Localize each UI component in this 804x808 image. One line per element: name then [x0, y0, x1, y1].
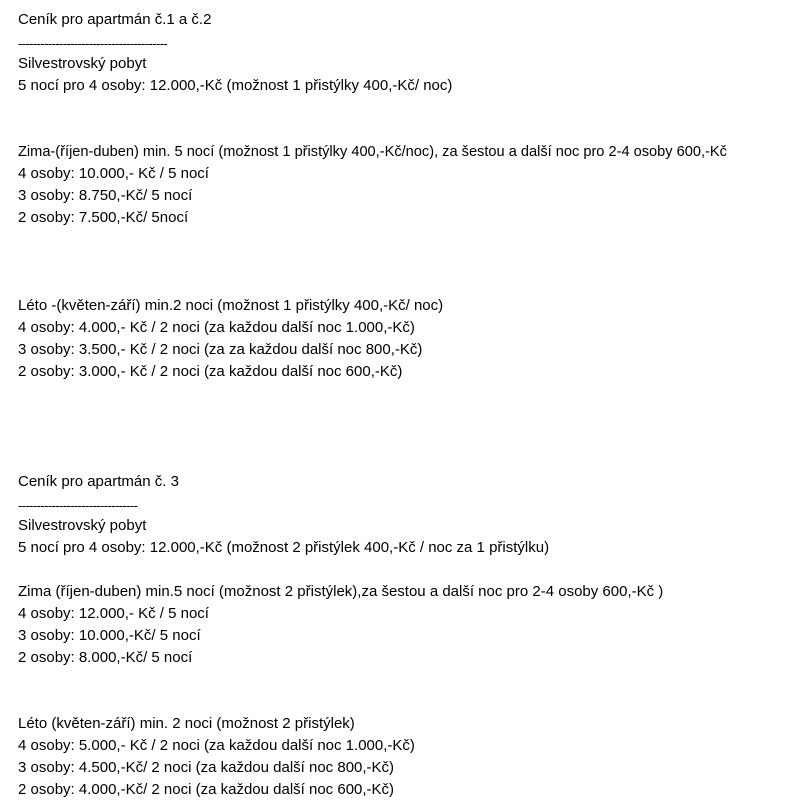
- section2-summer-row: 2 osoby: 4.000,-Kč/ 2 noci (za každou další noc 600,-Kč): [18, 781, 395, 798]
- section2-silvestr-heading: Silvestrovský pobyt: [18, 517, 147, 534]
- section2-winter-heading: Zima (říjen-duben) min.5 nocí (možnost 2 přistýlek),za šestou a další noc pro 2-4 osoby 600,-Kč ): [18, 583, 664, 600]
- section1-title: Ceník pro apartmán č.1 a č.2: [18, 11, 212, 28]
- section1-silvestr-heading: Silvestrovský pobyt: [18, 55, 147, 72]
- section2-title: Ceník pro apartmán č. 3: [18, 473, 179, 490]
- section2-winter-row: 3 osoby: 10.000,-Kč/ 5 nocí: [18, 627, 201, 644]
- section1-divider: ----------------------------------------: [18, 36, 168, 51]
- section2-summer-heading: Léto (květen-září) min. 2 noci (možnost 2 přistýlek): [18, 715, 355, 732]
- section2-winter-row: 4 osoby: 12.000,- Kč / 5 nocí: [18, 605, 209, 622]
- section1-summer-row: 4 osoby: 4.000,- Kč / 2 noci (za každou další noc 1.000,-Kč): [18, 319, 415, 336]
- section1-silvestr-price: 5 nocí pro 4 osoby: 12.000,-Kč (možnost 1 přistýlky 400,-Kč/ noc): [18, 77, 453, 94]
- section1-winter-row: 4 osoby: 10.000,- Kč / 5 nocí: [18, 165, 209, 182]
- section2-divider: --------------------------------: [18, 498, 138, 513]
- section1-summer-row: 2 osoby: 3.000,- Kč / 2 noci (za každou další noc 600,-Kč): [18, 363, 403, 380]
- section1-summer-heading: Léto -(květen-září) min.2 noci (možnost 1 přistýlky 400,-Kč/ noc): [18, 297, 444, 314]
- section1-winter-row: 2 osoby: 7.500,-Kč/ 5nocí: [18, 209, 189, 226]
- section1-summer-row: 3 osoby: 3.500,- Kč / 2 noci (za za každou další noc 800,-Kč): [18, 341, 423, 358]
- section2-summer-row: 4 osoby: 5.000,- Kč / 2 noci (za každou další noc 1.000,-Kč): [18, 737, 415, 754]
- section1-winter-heading: Zima-(říjen-duben) min. 5 nocí (možnost 1 přistýlky 400,-Kč/noc), za šestou a další noc pro 2-4 osoby 600,-Kč: [18, 144, 727, 160]
- section1-winter-row: 3 osoby: 8.750,-Kč/ 5 nocí: [18, 187, 193, 204]
- section2-summer-row: 3 osoby: 4.500,-Kč/ 2 noci (za každou další noc 800,-Kč): [18, 759, 395, 776]
- section2-winter-row: 2 osoby: 8.000,-Kč/ 5 nocí: [18, 649, 193, 666]
- section2-silvestr-price: 5 nocí pro 4 osoby: 12.000,-Kč (možnost 2 přistýlek 400,-Kč / noc za 1 přistýlku): [18, 539, 550, 556]
